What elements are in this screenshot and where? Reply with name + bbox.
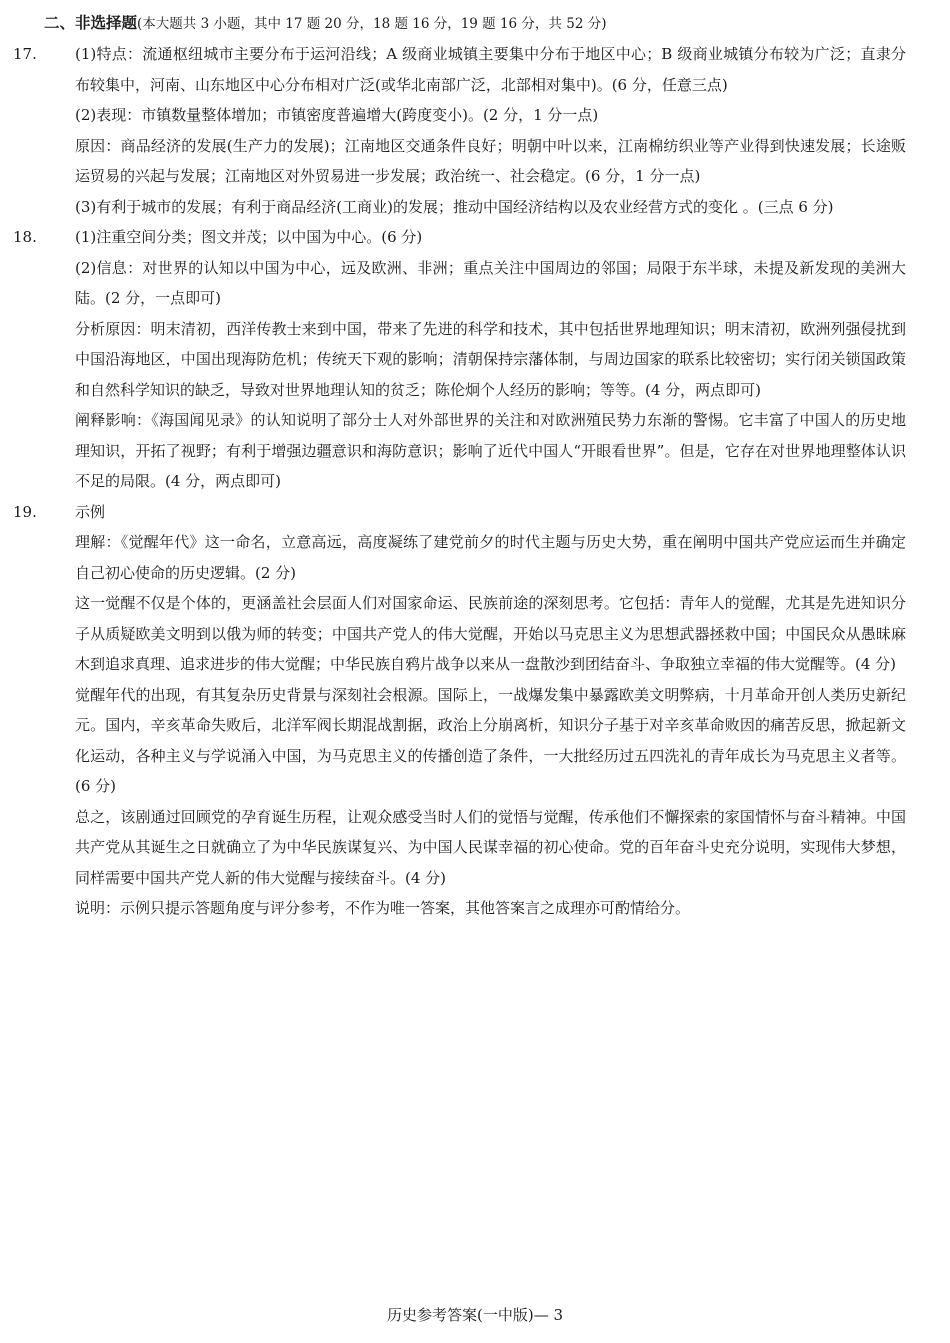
question-19: [13, 497, 906, 924]
section-title: 二、非选择题: [44, 13, 138, 32]
q17-number: 17.: [13, 45, 37, 63]
q18-part2-impact: 阐释影响：《海国闻见录》的认知说明了部分士人对外部世界的关注和对欧洲殖民势力东渐的警惕。它丰富了中国人的历史地理知识，开拓了视野；有利于增强边疆意识和海防意识；影响了近代中国人“开眼看世界”。但是，它存在对世界地理整体认识不足的局限。(4 分，两点即可): [75, 411, 906, 490]
q18-part2-info: (2)信息：对世界的认知以中国为中心，远及欧洲、非洲；重点关注中国周边的邻国；局限于东半球，未提及新发现的美洲大陆。(2 分，一点即可): [75, 258, 906, 307]
page-footer: 历史参考答案(一中版)— 3: [386, 1306, 564, 1324]
q17-part2-reason: 原因：商品经济的发展(生产力的发展)；江南地区交通条件良好；明朝中叶以来，江南棉纺织业等产业得到快速发展；长途贩运贸易的兴起与发展；江南地区对外贸易进一步发展；政治统一、社会稳定。(6 分，1 分一点): [75, 136, 906, 185]
section-note: (本大题共 3 小题，其中 17 题 20 分，18 题 16 分，19 题 16 分，共 52 分): [137, 16, 607, 32]
q17-part1: 17. (1)特点：流通枢纽城市主要分布于运河沿线；A 级商业城镇主要集中分布于地区中心；B 级商业城镇分布较为广泛；直隶分布较集中，河南、山东地区中心分布相对广泛(或华北南部广泛，北部相对集中)。(6 分，任意三点): [44, 39, 906, 100]
question-18: [13, 222, 906, 497]
q17-part3: (3)有利于城市的发展；有利于商品经济(工商业)的发展；推动中国经济结构以及农业经营方式的变化 。(三点 6 分): [75, 197, 834, 216]
q18-number: 18.: [13, 228, 37, 246]
q19-example-label: 19. 示例: [44, 497, 906, 528]
q19-awakening: 这一觉醒不仅是个体的，更涵盖社会层面人们对国家命运、民族前途的深刻思考。它包括：青年人的觉醒，尤其是先进知识分子从质疑欧美文明到以俄为师的转变；中国共产党人的伟大觉醒，开始以马克思主义为思想武器拯救中国；中国民众从愚昧麻木到追求真理、追求进步的伟大觉醒；中华民族自鸦片战争以来从一盘散沙到团结奋斗、争取独立幸福的伟大觉醒等。(4 分): [75, 594, 906, 673]
q19-background: 觉醒年代的出现，有其复杂历史背景与深刻社会根源。国际上，一战爆发集中暴露欧美文明弊病，十月革命开创人类历史新纪元。国内，辛亥革命失败后，北洋军阀长期混战割据，政治上分崩离析，知识分子基于对辛亥革命败因的痛苦反思，掀起新文化运动，各种主义与学说涌入中国，为马克思主义的传播创造了条件，一大批经历过五四洗礼的青年成长为马克思主义者等。(6 分): [75, 685, 906, 795]
q17-part2: (2)表现：市镇数量整体增加；市镇密度普遍增大(跨度变小)。(2 分，1 分一点): [75, 106, 599, 124]
q18-part2-analysis: 分析原因：明末清初，西洋传教士来到中国，带来了先进的科学和技术，其中包括世界地理知识；明末清初，欧洲列强侵扰到中国沿海地区，中国出现海防危机；传统天下观的影响；清朝保持宗藩体制，与周边国家的联系比较密切；实行闭关锁国政策和自然科学知识的缺乏，导致对世界地理认知的贫乏；陈伦炯个人经历的影响；等等。(4 分，两点即可): [75, 319, 906, 399]
q19-conclusion: 总之，该剧通过回顾党的孕育诞生历程，让观众感受当时人们的觉悟与觉醒，传承他们不懈探索的家国情怀与奋斗精神。中国共产党从其诞生之日就确立了为中华民族谋复兴、为中国人民谋幸福的初心使命。党的百年奋斗史充分说明，实现伟大梦想，同样需要中国共产党人新的伟大觉醒与接续奋斗。(4 分): [75, 807, 906, 887]
section-heading: [44, 10, 906, 37]
q18-part1: 18. (1)注重空间分类；图文并茂；以中国为中心。(6 分): [44, 222, 906, 253]
q19-number: 19.: [13, 502, 37, 521]
question-17: [13, 39, 906, 222]
q19-understanding: 理解：《觉醒年代》这一命名，立意高远，高度凝练了建党前夕的时代主题与历史大势，重在阐明中国共产党应运而生并确定自己初心使命的历史逻辑。(2 分): [75, 533, 906, 582]
q19-note: 说明：示例只提示答题角度与评分参考，不作为唯一答案，其他答案言之成理亦可酌情给分。: [75, 899, 691, 917]
